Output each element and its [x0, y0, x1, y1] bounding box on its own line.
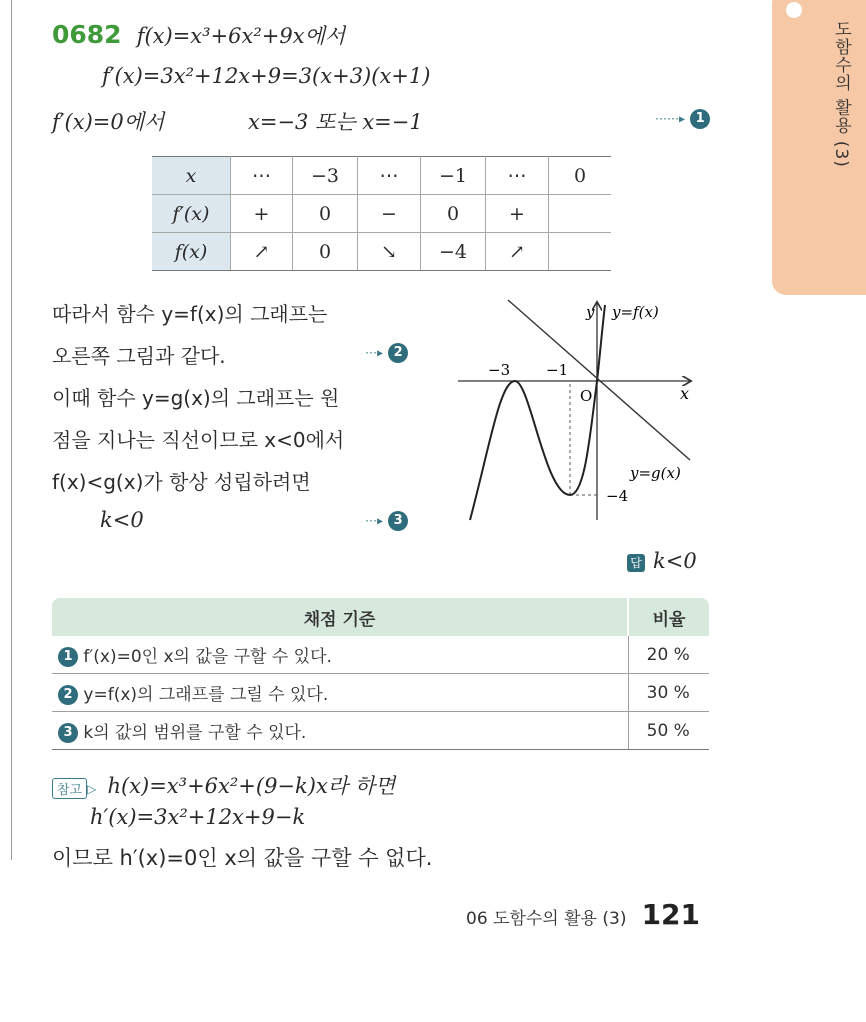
explanation-line-2: 오른쪽 그림과 같다.	[52, 344, 226, 368]
table-cell: ↘	[358, 233, 421, 271]
graph-tick-minus3: −3	[488, 361, 511, 379]
step-1-marker: ⋯⋯▸ 1	[655, 108, 710, 129]
note-line-2: h′(x)=3x²+12x+9−k	[90, 805, 306, 829]
table-cell	[549, 195, 612, 233]
table-cell: x	[152, 157, 231, 195]
ratio-cell: 50 %	[628, 712, 709, 750]
cubic-curve	[470, 305, 605, 520]
table-cell: 0	[293, 195, 358, 233]
note-line-3: 이므로 h′(x)=0인 x의 값을 구할 수 없다.	[52, 846, 433, 870]
step-3-marker: ⋯▸ 3	[365, 510, 408, 531]
table-cell: −1	[421, 157, 486, 195]
page-footer	[466, 898, 700, 931]
ratio-cell: 20 %	[628, 636, 709, 674]
graph-tick-minus1: −1	[546, 361, 569, 379]
table-cell: +	[486, 195, 549, 233]
explanation-line-5: f(x)<g(x)가 항상 성립하려면	[52, 470, 311, 494]
table-cell: f′(x)	[152, 195, 231, 233]
explanation-line-1: 따라서 함수 y=f(x)의 그래프는	[52, 302, 328, 326]
ratio-cell: 30 %	[628, 674, 709, 712]
table-cell	[549, 233, 612, 271]
table-cell: −3	[293, 157, 358, 195]
table-cell: ⋯	[486, 157, 549, 195]
table-cell: 0	[421, 195, 486, 233]
answer-value: k<0	[653, 549, 697, 573]
side-tab-dot	[786, 2, 802, 18]
table-row	[152, 233, 611, 271]
graph-origin-label: O	[580, 387, 593, 405]
conclusion: k<0	[100, 508, 144, 532]
explanation-line-4: 점을 지나는 직선이므로 x<0에서	[52, 428, 345, 452]
table-row	[52, 674, 709, 712]
equation-line-3-right: x=−3 또는 x=−1	[248, 110, 423, 134]
function-graph	[450, 295, 720, 530]
note-line-1: 참고 ▷ h(x)=x³+6x²+(9−k)x라 하면	[52, 770, 395, 800]
graph-x-label: x	[680, 384, 690, 403]
criteria-header: 채점 기준	[52, 598, 628, 636]
criteria-cell: 1 f′(x)=0인 x의 값을 구할 수 있다.	[52, 636, 628, 674]
left-margin-rule	[11, 0, 12, 860]
table-cell: −4	[421, 233, 486, 271]
table-cell: ↗	[486, 233, 549, 271]
explanation-line-3: 이때 함수 y=g(x)의 그래프는 원	[52, 386, 340, 410]
equation-line-3-left: f′(x)=0에서	[52, 110, 165, 134]
footer-section: 06 도함수의 활용 (3)	[466, 909, 627, 929]
step-2-marker: ⋯▸ 2	[365, 342, 408, 363]
problem-header	[52, 20, 345, 50]
table-row	[52, 712, 709, 750]
graph-curve-label: y=f(x)	[612, 303, 659, 321]
equation-line-2: f′(x)=3x²+12x+9=3(x+3)(x+1)	[102, 64, 431, 88]
grading-table	[52, 598, 709, 750]
graph-line-label: y=g(x)	[630, 464, 681, 482]
criteria-cell: 2 y=f(x)의 그래프를 그릴 수 있다.	[52, 674, 628, 712]
graph-tick-minus4: −4	[606, 487, 629, 505]
grading-header	[52, 598, 709, 636]
answer-icon: 답	[627, 554, 645, 572]
table-row	[152, 157, 611, 195]
equation-line-1: f(x)=x³+6x²+9x에서	[136, 24, 346, 48]
side-tab-label: 도함수의 활용 (3)	[831, 20, 851, 168]
table-cell: −	[358, 195, 421, 233]
page-number: 121	[641, 898, 701, 931]
table-cell: ⋯	[231, 157, 293, 195]
table-cell: 0	[549, 157, 612, 195]
table-cell: ⋯	[358, 157, 421, 195]
graph-y-label: y	[586, 303, 595, 321]
line-g	[508, 300, 690, 460]
table-cell: +	[231, 195, 293, 233]
table-row	[152, 195, 611, 233]
problem-number: 0682	[52, 20, 122, 49]
table-cell: 0	[293, 233, 358, 271]
note-tag: 참고	[52, 778, 87, 799]
table-cell: ↗	[231, 233, 293, 271]
table-row	[52, 636, 709, 674]
variation-table	[152, 156, 611, 271]
ratio-header: 비율	[628, 598, 709, 636]
answer	[627, 549, 697, 573]
criteria-cell: 3 k의 값의 범위를 구할 수 있다.	[52, 712, 628, 750]
table-cell: f(x)	[152, 233, 231, 271]
